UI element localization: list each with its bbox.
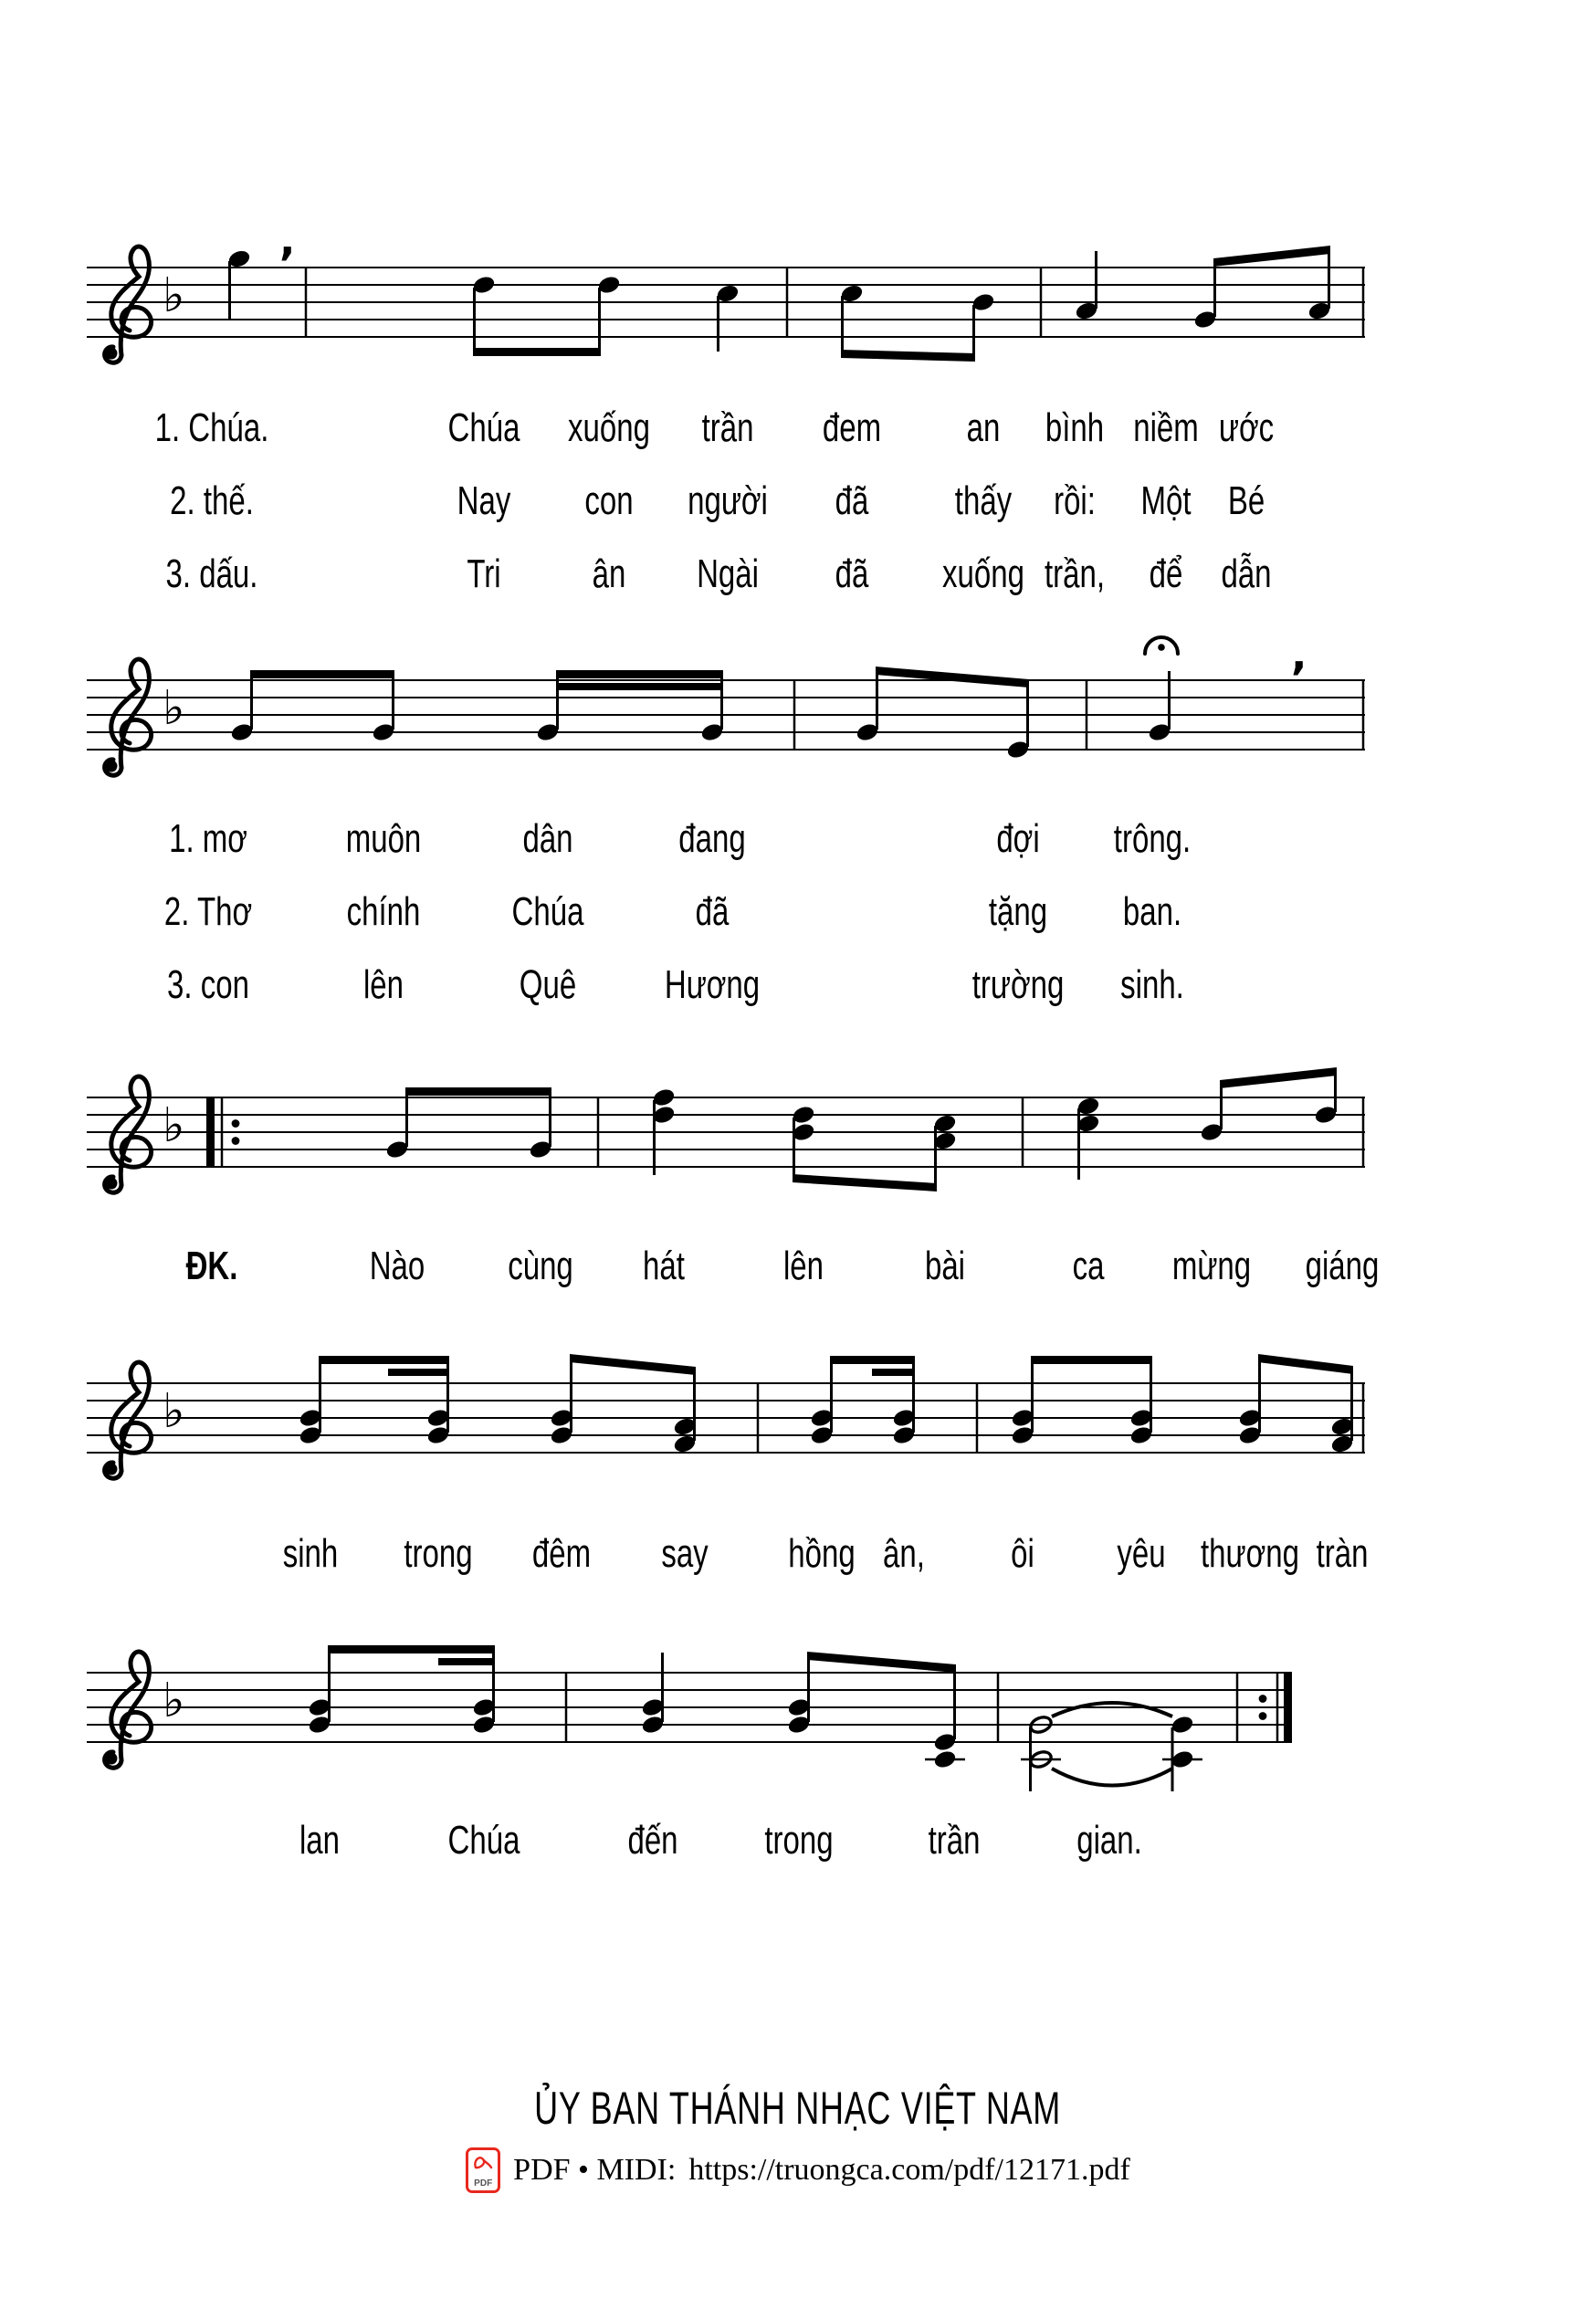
lyric-word: tràn <box>1316 1531 1369 1576</box>
lyric-word: thương <box>1201 1531 1299 1576</box>
staff-system-1 <box>0 167 1596 441</box>
lyric-word: đã <box>835 551 869 596</box>
lyric-word: Hương <box>664 962 761 1007</box>
lyric-word: 1. mơ <box>169 816 247 861</box>
lyric-word: sinh. <box>1120 962 1184 1007</box>
lyric-word: Bé <box>1227 478 1265 523</box>
lyric-word: trong <box>404 1531 473 1576</box>
lyric-word: xuống <box>942 551 1024 596</box>
lyric-word: người <box>688 478 768 523</box>
lyric-word: đã <box>835 478 869 523</box>
lyric-word: Một <box>1140 478 1192 523</box>
lyric-word: trong <box>764 1818 834 1863</box>
lyric-word: yêu <box>1117 1531 1166 1576</box>
lyric-word: ân <box>592 551 626 596</box>
lyric-word: đã <box>695 889 730 934</box>
lyric-word: trông. <box>1113 816 1192 861</box>
lyric-word: 3. dấu. <box>165 551 258 596</box>
lyric-word: chính <box>346 889 421 934</box>
lyric-word: gian. <box>1076 1818 1142 1863</box>
lyric-word: muôn <box>345 816 422 861</box>
lyric-word: 3. con <box>167 962 249 1007</box>
lyric-word: sinh <box>282 1531 339 1576</box>
lyric-word: mừng <box>1171 1244 1252 1288</box>
lyrics-verse-line-5 <box>0 890 1596 949</box>
lyric-word: ước <box>1218 405 1275 450</box>
staff-system-5 <box>0 1572 1596 1846</box>
lyric-word: bài <box>924 1244 966 1288</box>
staff-system-4 <box>0 1283 1596 1557</box>
lyric-word: đem <box>822 405 882 450</box>
pdf-icon-label: PDF <box>474 2178 493 2189</box>
links-label: PDF • MIDI: <box>513 2153 677 2187</box>
lyric-word: ban. <box>1122 889 1182 934</box>
lyric-word: rồi: <box>1054 478 1096 523</box>
lyric-word: trần <box>928 1818 981 1863</box>
lyric-word: Nào <box>369 1244 425 1288</box>
lyric-word: đợi <box>996 816 1040 861</box>
lyric-word: trần <box>701 405 754 450</box>
lyrics-verse-line-1 <box>0 406 1596 465</box>
staff-system-2 <box>0 580 1596 854</box>
lyric-word: để <box>1149 551 1183 596</box>
lyric-word: lên <box>362 962 404 1007</box>
lyrics-verse-line-4 <box>0 817 1596 876</box>
lyric-word: thấy <box>954 478 1013 523</box>
lyric-word: ôi <box>1011 1531 1034 1576</box>
chorus-label: ĐK. <box>185 1244 238 1288</box>
lyric-word: Chúa <box>511 889 584 934</box>
tie-lower <box>1052 1769 1172 1786</box>
lyric-word: tặng <box>988 889 1048 934</box>
lyric-word: Ngài <box>697 551 759 596</box>
tie-upper <box>1052 1703 1172 1716</box>
lyric-word: Nay <box>457 478 511 523</box>
lyric-word: ca <box>1072 1244 1105 1288</box>
lyric-word: xuống <box>568 405 650 450</box>
lyrics-chorus-line-3 <box>0 1819 1596 1877</box>
lyric-word: an <box>966 405 1001 450</box>
lyric-word: trần, <box>1044 551 1106 596</box>
lyrics-verse-line-2 <box>0 479 1596 538</box>
lyric-word: Quê <box>519 962 577 1007</box>
lyric-word: trường <box>971 962 1065 1007</box>
footer-links-row <box>0 2147 1596 2193</box>
lyric-word: cùng <box>508 1244 573 1288</box>
lyric-word: 2. thế. <box>170 478 254 523</box>
lyric-word: đang <box>678 816 746 861</box>
lyric-word: lan <box>299 1818 341 1863</box>
lyric-word: lên <box>782 1244 824 1288</box>
lyric-word: hồng <box>788 1531 856 1576</box>
lyric-word: đêm <box>531 1531 592 1576</box>
lyric-word: dẫn <box>1221 551 1272 596</box>
lyric-word: 1. Chúa. <box>154 405 269 450</box>
lyric-word: say <box>661 1531 709 1576</box>
lyric-word: Chúa <box>447 1818 520 1863</box>
lyric-word: đến <box>627 1818 678 1863</box>
lyric-word: hát <box>643 1244 685 1288</box>
staff-system-3 <box>0 997 1596 1271</box>
footer-organization: ỦY BAN THÁNH NHẠC VIỆT NAM <box>534 2083 1062 2134</box>
pdf-midi-link[interactable]: https://truongca.com/pdf/12171.pdf <box>688 2153 1130 2187</box>
lyric-word: con <box>584 478 634 523</box>
lyric-word: dân <box>522 816 573 861</box>
lyric-word: bình <box>1045 405 1105 450</box>
lyric-word: Tri <box>467 551 501 596</box>
lyric-word: ân, <box>883 1531 925 1576</box>
acrobat-glyph <box>473 2153 493 2173</box>
lyric-word: 2. Thơ <box>163 889 253 934</box>
lyric-word: Chúa <box>447 405 520 450</box>
lyric-word: niềm <box>1133 405 1199 450</box>
lyric-word: giáng <box>1305 1244 1380 1288</box>
pdf-file-icon[interactable] <box>466 2147 500 2193</box>
